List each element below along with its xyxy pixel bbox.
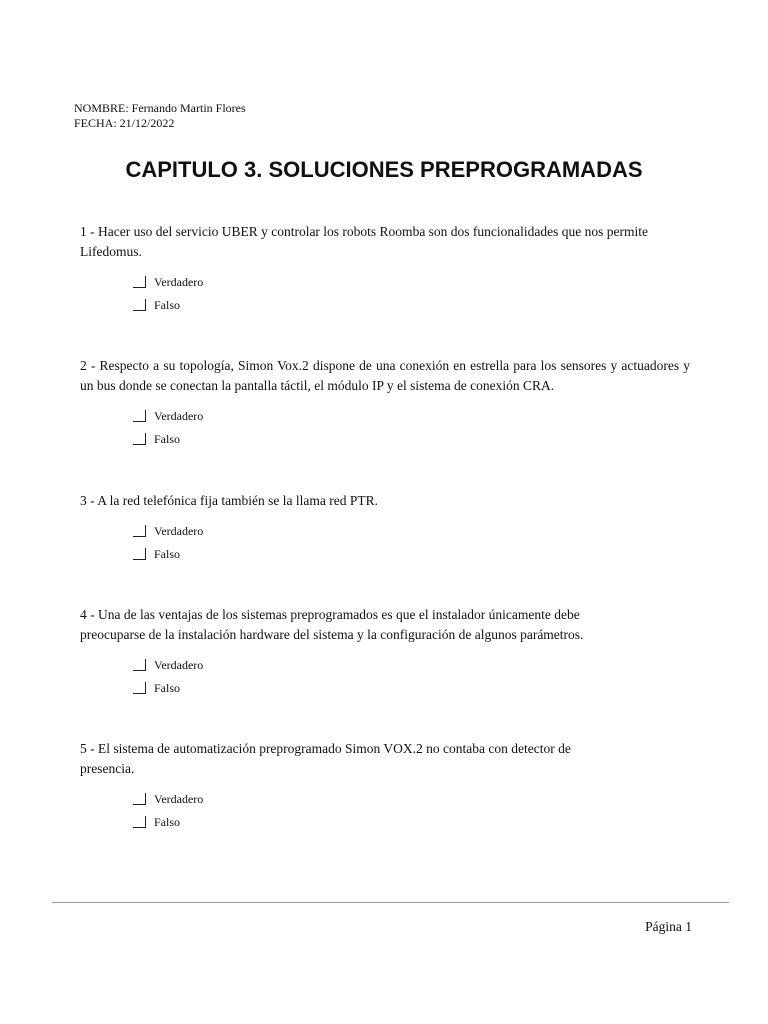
option-label: Falso bbox=[154, 432, 181, 446]
option-label: Verdadero bbox=[154, 275, 204, 289]
option-label: Verdadero bbox=[154, 409, 204, 423]
question-4-options bbox=[133, 658, 203, 704]
question-3-options bbox=[133, 524, 203, 570]
checkbox-icon[interactable] bbox=[133, 793, 146, 805]
option-false[interactable] bbox=[133, 681, 203, 704]
checkbox-icon[interactable] bbox=[133, 816, 146, 828]
option-label: Verdadero bbox=[154, 792, 204, 806]
option-false[interactable] bbox=[133, 815, 203, 838]
option-label: Falso bbox=[154, 681, 181, 695]
checkbox-icon[interactable] bbox=[133, 433, 146, 445]
checkbox-icon[interactable] bbox=[133, 525, 146, 537]
option-true[interactable] bbox=[133, 524, 203, 547]
question-1-options bbox=[133, 275, 203, 321]
checkbox-icon[interactable] bbox=[133, 276, 146, 288]
question-3-text: 3 - A la red telefónica fija también se la llama red PTR. bbox=[80, 493, 379, 508]
question-2-text: 2 - Respecto a su topología, Simon Vox.2 dispone de una conexión en estrella para los sensores y actuadores y un bus donde se conectan la pantalla táctil, el módulo IP y el sistema de conexión CRA. bbox=[80, 358, 690, 393]
page-title: CAPITULO 3. SOLUCIONES PREPROGRAMADAS bbox=[125, 157, 643, 182]
option-false[interactable] bbox=[133, 432, 203, 455]
page-number: Página 1 bbox=[645, 919, 692, 934]
option-label: Falso bbox=[154, 815, 181, 829]
option-true[interactable] bbox=[133, 275, 203, 298]
option-false[interactable] bbox=[133, 298, 203, 321]
date-line: FECHA: 21/12/2022 bbox=[74, 116, 175, 130]
option-label: Verdadero bbox=[154, 658, 204, 672]
option-true[interactable] bbox=[133, 409, 203, 432]
header-info bbox=[74, 101, 246, 131]
checkbox-icon[interactable] bbox=[133, 682, 146, 694]
question-5-options bbox=[133, 792, 203, 838]
option-true[interactable] bbox=[133, 792, 203, 815]
option-true[interactable] bbox=[133, 658, 203, 681]
checkbox-icon[interactable] bbox=[133, 410, 146, 422]
checkbox-icon[interactable] bbox=[133, 659, 146, 671]
question-2-options bbox=[133, 409, 203, 455]
option-label: Falso bbox=[154, 547, 181, 561]
footer-divider bbox=[52, 902, 729, 903]
option-false[interactable] bbox=[133, 547, 203, 570]
name-line: NOMBRE: Fernando Martin Flores bbox=[74, 101, 246, 115]
question-5-text: 5 - El sistema de automatización preprogramado Simon VOX.2 no contaba con detector de presencia. bbox=[80, 741, 571, 776]
checkbox-icon[interactable] bbox=[133, 548, 146, 560]
checkbox-icon[interactable] bbox=[133, 299, 146, 311]
question-1-text: 1 - Hacer uso del servicio UBER y controlar los robots Roomba son dos funcionalidades que nos permite Lifedomus. bbox=[80, 224, 649, 259]
option-label: Falso bbox=[154, 298, 181, 312]
question-4-text: 4 - Una de las ventajas de los sistemas preprogramados es que el instalador únicamente debe preocuparse de la instalación hardware del sistema y la configuración de algunos parámetros. bbox=[80, 607, 584, 642]
option-label: Verdadero bbox=[154, 524, 204, 538]
